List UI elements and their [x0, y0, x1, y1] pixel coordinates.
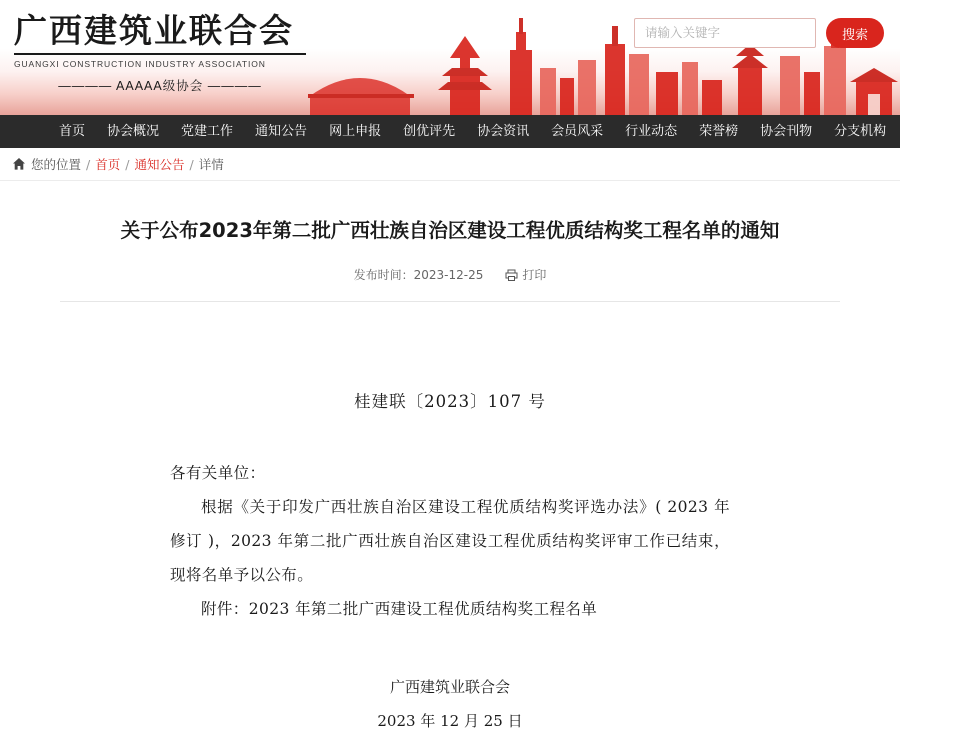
publish-date: 2023-12-25 — [413, 267, 484, 282]
site-logo[interactable] — [14, 12, 314, 94]
home-icon — [12, 157, 26, 171]
paragraph-1: 根据《关于印发广西壮族自治区建设工程优质结构奖评选办法》( 2023 年修订 )，2023 年第二批广西壮族自治区建设工程优质结构奖评审工作已结束，现将名单予以公布。 — [170, 498, 730, 584]
logo-divider — [14, 53, 306, 55]
nav-item-publications[interactable]: 协会刊物 — [760, 124, 813, 139]
main-navigation — [0, 115, 961, 148]
nav-item-branches[interactable]: 分支机构 — [834, 124, 887, 139]
print-button[interactable] — [505, 266, 546, 283]
breadcrumb-prefix: 您的位置 — [31, 157, 82, 172]
document-body — [170, 302, 730, 738]
nav-item-members[interactable]: 会员风采 — [551, 124, 604, 139]
breadcrumb-item-detail: 详情 — [198, 157, 224, 172]
nav-item-news[interactable]: 协会资讯 — [477, 124, 530, 139]
nav-item-honors[interactable]: 荣誉榜 — [699, 124, 739, 139]
signature-date: 2023 年 12 月 25 日 — [377, 712, 523, 730]
print-label: 打印 — [522, 268, 547, 282]
org-name-en: GUANGXI CONSTRUCTION INDUSTRY ASSOCIATION — [14, 59, 266, 69]
nav-item-party-work[interactable]: 党建工作 — [181, 124, 234, 139]
nav-item-home[interactable]: 首页 — [59, 124, 86, 139]
search-bar — [634, 18, 884, 48]
article — [0, 216, 900, 738]
salutation: 各有关单位： — [170, 464, 266, 482]
nav-item-contact[interactable]: 联系我们 — [908, 124, 961, 139]
breadcrumb-separator-3: / — [189, 156, 194, 172]
publish-time-label: 发布时间： — [353, 268, 414, 282]
document-number: 桂建联〔2023〕107 号 — [354, 392, 546, 411]
search-input[interactable] — [634, 18, 816, 48]
printer-icon — [505, 269, 518, 281]
org-name-cn: 广西建筑业联合会 — [14, 11, 294, 50]
attachment-line: 附件：2023 年第二批广西建设工程优质结构奖工程名单 — [201, 600, 598, 618]
breadcrumb-item-notices[interactable]: 通知公告 — [134, 157, 185, 172]
breadcrumb-item-home[interactable]: 首页 — [95, 157, 121, 172]
nav-item-awards-eval[interactable]: 创优评先 — [403, 124, 456, 139]
article-meta — [60, 266, 840, 283]
breadcrumb — [0, 148, 900, 181]
org-grade-label: ———— AAAAA级协会 ———— — [58, 79, 262, 93]
breadcrumb-separator-1: / — [86, 156, 91, 172]
breadcrumb-separator-2: / — [125, 156, 130, 172]
signature-org: 广西建筑业联合会 — [389, 678, 510, 696]
search-button[interactable]: 搜索 — [826, 18, 884, 48]
page-title: 关于公布2023年第二批广西壮族自治区建设工程优质结构奖工程名单的通知 — [120, 219, 780, 242]
site-header — [0, 0, 900, 115]
nav-item-about[interactable]: 协会概况 — [107, 124, 160, 139]
signature-block — [170, 670, 730, 738]
nav-item-notices[interactable]: 通知公告 — [255, 124, 308, 139]
nav-item-online-apply[interactable]: 网上申报 — [329, 124, 382, 139]
nav-item-industry[interactable]: 行业动态 — [625, 124, 678, 139]
